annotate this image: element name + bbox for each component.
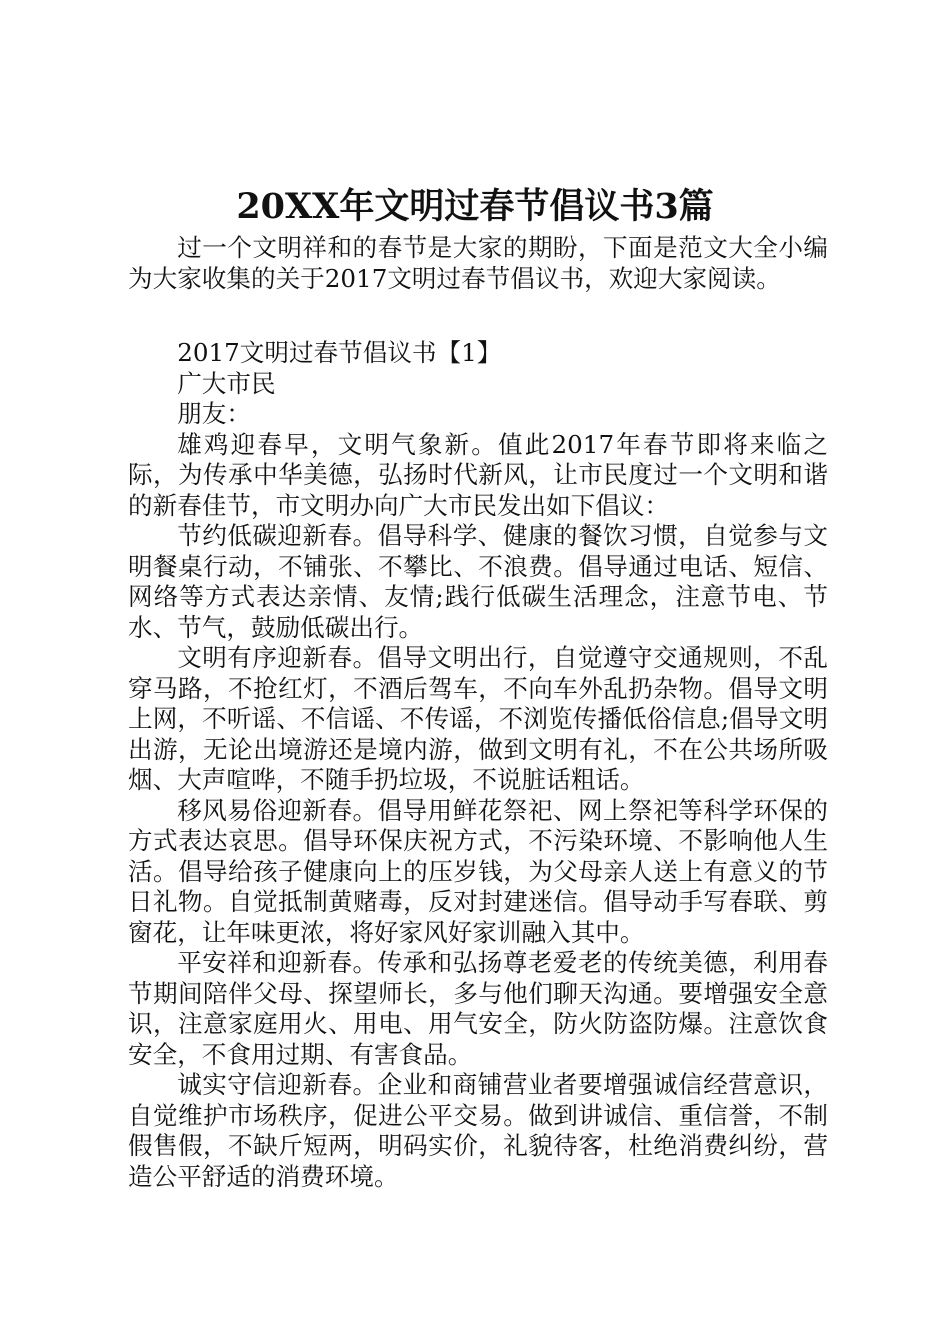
blank-line: [128, 294, 828, 338]
salutation-line-1: 广大市民: [177, 368, 276, 398]
document-body: [128, 233, 828, 1192]
body-paragraph: 节约低碳迎新春。倡导科学、健康的餐饮习惯，自觉参与文明餐桌行动，不铺张、不攀比、不浪费。倡导通过电话、短信、网络等方式表达亲情、友情;践行低碳生活理念，注意节电、节水、节气，鼓励低碳出行。: [128, 521, 828, 642]
section-heading: 2017文明过春节倡议书【1】: [177, 338, 502, 367]
body-paragraph: 文明有序迎新春。倡导文明出行，自觉遵守交通规则，不乱穿马路，不抢红灯，不酒后驾车，不向车外乱扔杂物。倡导文明上网，不听谣、不信谣、不传谣，不浏览传播低俗信息;倡导文明出游，无论出境游还是境内游，做到文明有礼，不在公共场所吸烟、大声喧哗，不随手扔垃圾，不说脏话粗话。: [128, 643, 828, 794]
salutation-line-2: 朋友：: [177, 399, 251, 428]
intro-paragraph: 过一个文明祥和的春节是大家的期盼，下面是范文大全小编为大家收集的关于2017文明过春节倡议书，欢迎大家阅读。: [128, 233, 828, 293]
document-title: 20XX年文明过春节倡议书3篇: [236, 186, 714, 227]
body-paragraph: 移风易俗迎新春。倡导用鲜花祭祀、网上祭祀等科学环保的方式表达哀思。倡导环保庆祝方式，不污染环境、不影响他人生活。倡导给孩子健康向上的压岁钱，为父母亲人送上有意义的节日礼物。自觉抵制黄赌毒，反对封建迷信。倡导动手写春联、剪窗花，让年味更浓，将好家风好家训融入其中。: [128, 795, 828, 947]
body-paragraph: 诚实守信迎新春。企业和商铺营业者要增强诚信经营意识，自觉维护市场秩序，促进公平交易。做到讲诚信、重信誉，不制假售假，不缺斤短两，明码实价，礼貌待客，杜绝消费纠纷，营造公平舒适的消费环境。: [128, 1070, 828, 1191]
body-paragraph: 平安祥和迎新春。传承和弘扬尊老爱老的传统美德，利用春节期间陪伴父母、探望师长，多与他们聊天沟通。要增强安全意识，注意家庭用火、用电、用气安全，防火防盗防爆。注意饮食安全，不食用过期、有害食品。: [128, 948, 828, 1069]
body-paragraph: 雄鸡迎春早，文明气象新。值此2017年春节即将来临之际，为传承中华美德，弘扬时代新风，让市民度过一个文明和谐的新春佳节，市文明办向广大市民发出如下倡议：: [128, 429, 828, 520]
